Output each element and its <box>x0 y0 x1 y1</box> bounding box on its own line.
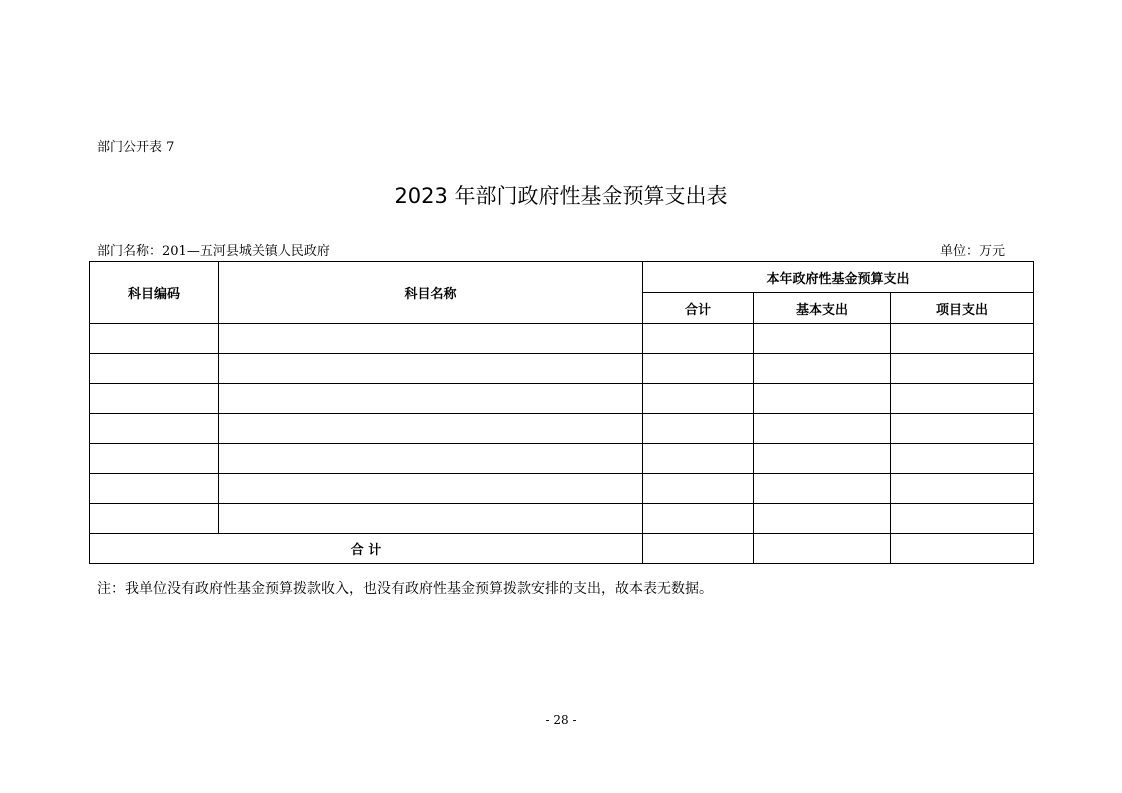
table-row <box>90 384 1034 414</box>
cell-basic <box>754 474 891 504</box>
cell-basic <box>754 504 891 534</box>
cell-project <box>891 444 1034 474</box>
department-name: 部门名称：201—五河县城关镇人民政府 <box>97 244 330 259</box>
table-row <box>90 504 1034 534</box>
cell-total <box>643 444 754 474</box>
total-row <box>90 534 1034 564</box>
cell-name <box>219 384 643 414</box>
page-title: 2023 年部门政府性基金预算支出表 <box>394 184 728 208</box>
header-code: 科目编码 <box>90 262 219 324</box>
cell-project <box>891 474 1034 504</box>
cell-total <box>643 504 754 534</box>
cell-name <box>219 414 643 444</box>
cell-total <box>643 474 754 504</box>
table-row <box>90 474 1034 504</box>
cell-project <box>891 354 1034 384</box>
cell-code <box>90 444 219 474</box>
table-row <box>90 324 1034 354</box>
cell-name <box>219 504 643 534</box>
cell-code <box>90 324 219 354</box>
total-label: 合 计 <box>90 534 643 564</box>
header-name: 科目名称 <box>219 262 643 324</box>
cell-total <box>643 354 754 384</box>
cell-code <box>90 354 219 384</box>
cell-project <box>891 414 1034 444</box>
header-project: 项目支出 <box>891 293 1034 324</box>
table-row <box>90 414 1034 444</box>
header-basic: 基本支出 <box>754 293 891 324</box>
cell-name <box>219 354 643 384</box>
cell-total <box>643 324 754 354</box>
total-cell-total <box>643 534 754 564</box>
cell-total <box>643 414 754 444</box>
cell-project <box>891 384 1034 414</box>
unit-label: 单位：万元 <box>940 244 1006 259</box>
header-group: 本年政府性基金预算支出 <box>643 262 1034 293</box>
cell-code <box>90 474 219 504</box>
cell-basic <box>754 324 891 354</box>
total-cell-basic <box>754 534 891 564</box>
cell-code <box>90 504 219 534</box>
cell-total <box>643 384 754 414</box>
cell-name <box>219 324 643 354</box>
footnote: 注：我单位没有政府性基金预算拨款收入，也没有政府性基金预算拨款安排的支出，故本表无数据。 <box>97 581 713 597</box>
page-number: - 28 - <box>545 713 577 727</box>
cell-project <box>891 504 1034 534</box>
budget-table <box>89 261 1034 564</box>
table-row <box>90 354 1034 384</box>
cell-name <box>219 444 643 474</box>
cell-basic <box>754 384 891 414</box>
cell-code <box>90 384 219 414</box>
header-total: 合计 <box>643 293 754 324</box>
cell-code <box>90 414 219 444</box>
cell-project <box>891 324 1034 354</box>
total-cell-project <box>891 534 1034 564</box>
table-row <box>90 444 1034 474</box>
cell-name <box>219 474 643 504</box>
cell-basic <box>754 414 891 444</box>
cell-basic <box>754 354 891 384</box>
table-label: 部门公开表 7 <box>97 140 175 155</box>
cell-basic <box>754 444 891 474</box>
